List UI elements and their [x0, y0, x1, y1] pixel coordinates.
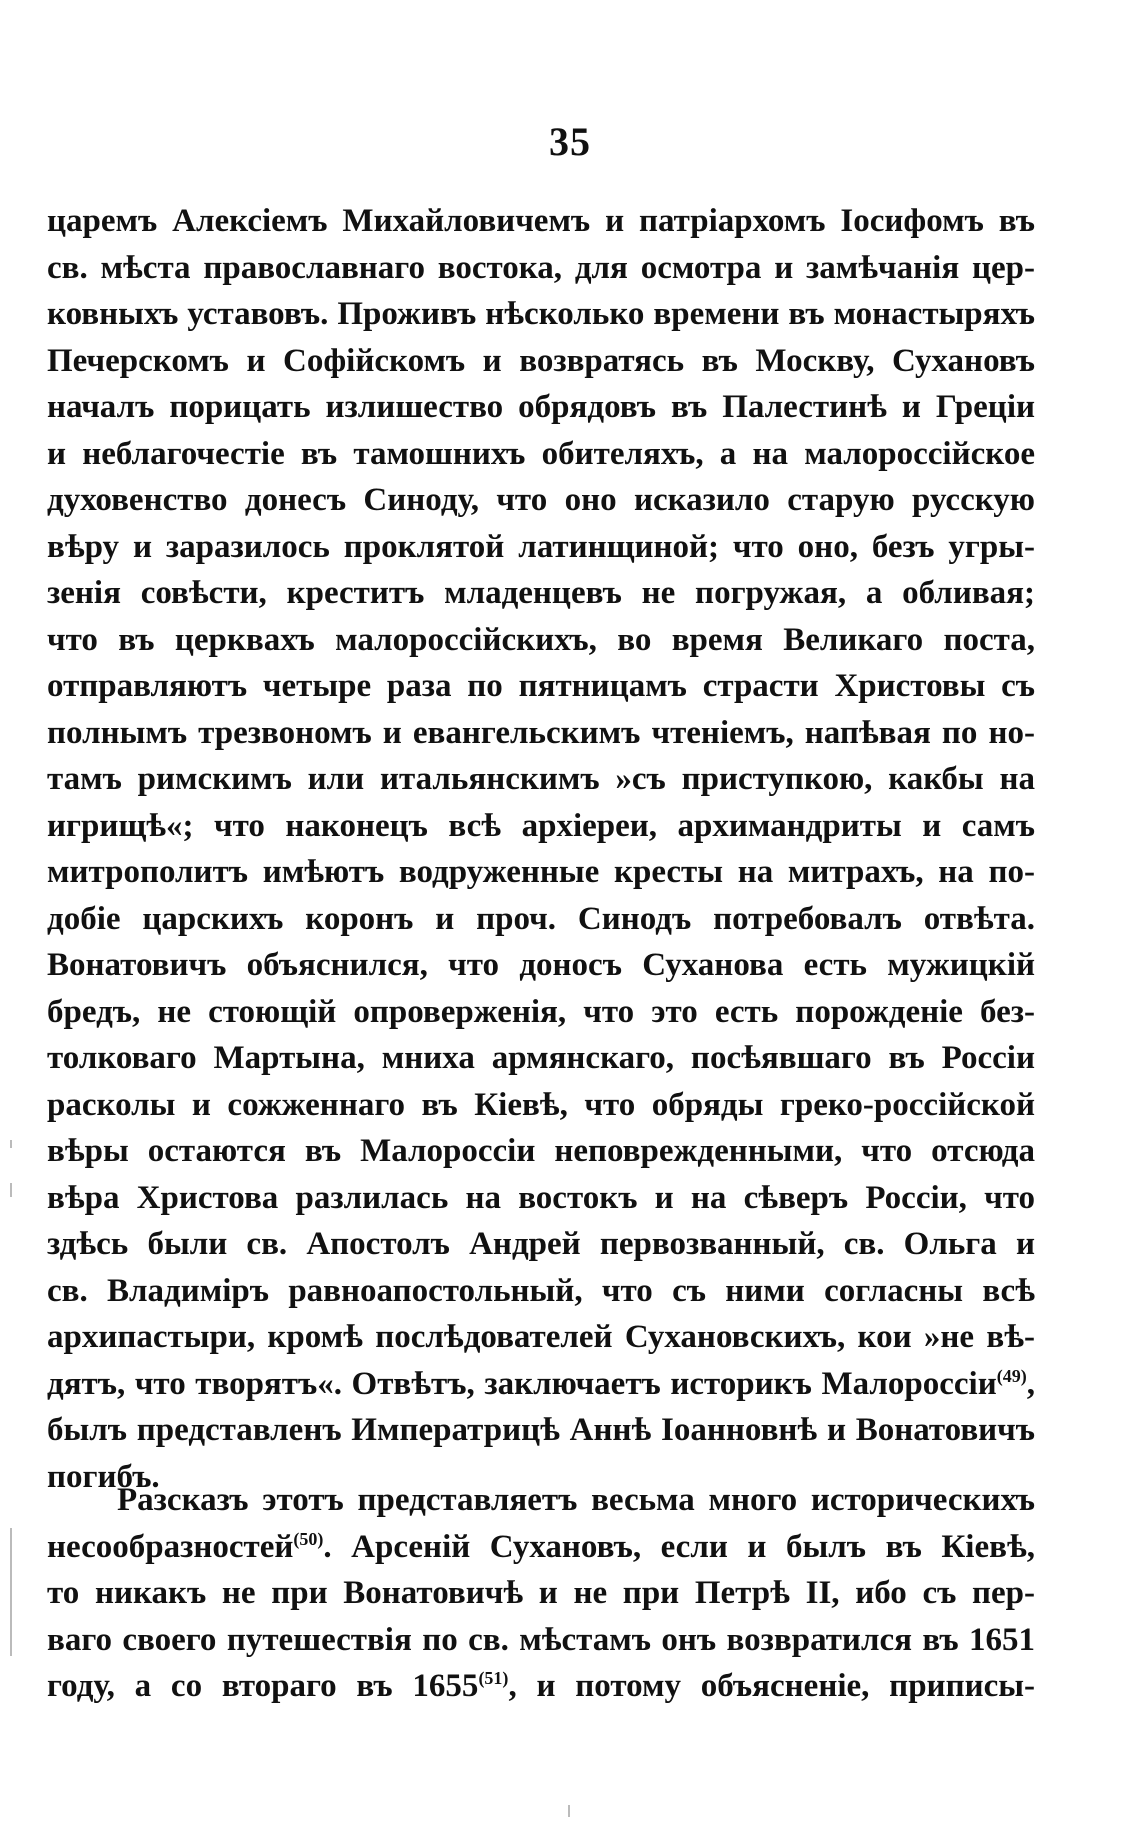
- page-number: 35: [549, 119, 591, 164]
- text-line: здѣсь были св. Апостолъ Андрей первозванный, св. Ольга и: [47, 1226, 1035, 1262]
- text-line: отправляютъ четыре раза по пятницамъ страсти Христовы съ: [47, 668, 1035, 704]
- text-line: зенія совѣсти, креститъ младенцевъ не погружая, а обливая;: [47, 575, 1035, 611]
- text-line: расколы и сожженнаго въ Кіевѣ, что обряды греко-россійской: [47, 1086, 1035, 1123]
- text-line-with-footnote: [47, 1361, 1035, 1408]
- text-line: то никакъ не при Вонатовичѣ и не при Петрѣ II, ибо съ пер-: [47, 1575, 1035, 1611]
- text-segment: дятъ, что творятъ«. Отвѣтъ, заключаетъ историкъ Малороссіи: [47, 1365, 997, 1402]
- text-segment: несообразностей: [47, 1528, 294, 1565]
- text-line: архипастыри, кромѣ послѣдователей Сухановскихъ, кои »не вѣ-: [47, 1319, 1035, 1355]
- text-line: вѣру и заразилось проклятой латинщиной; что оно, безъ угры-: [47, 528, 1035, 565]
- text-segment: . Арсеній Сухановъ, если и былъ въ Кіевѣ,: [323, 1528, 1035, 1565]
- text-line: былъ представленъ Императрицѣ Аннѣ Іоанновнѣ и Вонатовичъ: [47, 1412, 1035, 1448]
- scan-speck: [10, 1140, 12, 1148]
- text-line: полнымъ трезвономъ и евангельскимъ чтеніемъ, напѣвая по но-: [47, 714, 1035, 751]
- text-line: бредъ, не стоющій опроверженія, что это есть порожденіе без-: [47, 993, 1035, 1030]
- scan-speck: [568, 1805, 570, 1817]
- text-line: митрополитъ имѣютъ водруженные кресты на митрахъ, на по-: [47, 854, 1035, 890]
- text-line: игрищѣ«; что наконецъ всѣ архіереи, архимандриты и самъ: [47, 807, 1035, 844]
- text-line: погибъ.: [47, 1458, 160, 1495]
- text-line: св. Владиміръ равноапостольный, что съ ними согласны всѣ: [47, 1272, 1035, 1309]
- scan-speck: [10, 1183, 12, 1197]
- text-line: и неблагочестіе въ тамошнихъ обителяхъ, а на малороссійское: [47, 435, 1035, 472]
- text-line: тамъ римскимъ или итальянскимъ »съ приступкою, какбы на: [47, 761, 1035, 797]
- text-line: ковныхъ уставовъ. Проживъ нѣсколько времени въ монастыряхъ: [47, 296, 1035, 332]
- text-line: Вонатовичъ объяснился, что доносъ Суханова есть мужицкій: [47, 947, 1035, 983]
- text-line: вѣра Христова разлилась на востокъ и на сѣверъ Россіи, что: [47, 1179, 1035, 1216]
- scan-margin-line: [10, 1528, 12, 1656]
- text-line: Печерскомъ и Софійскомъ и возвратясь въ Москву, Сухановъ: [47, 342, 1035, 379]
- footnote-ref-51: (51): [478, 1668, 509, 1688]
- paragraph-1: [47, 198, 1035, 1500]
- text-line: духовенство донесъ Синоду, что оно исказило старую русскую: [47, 482, 1035, 518]
- text-segment: году, а со втораго въ 1655: [47, 1668, 479, 1704]
- paragraph-2: [47, 1477, 1035, 1710]
- text-line: что въ церквахъ малороссійскихъ, во время Великаго поста,: [47, 621, 1035, 658]
- text-line: вѣры остаются въ Малороссіи неповрежденными, что отсюда: [47, 1133, 1035, 1169]
- text-line: началъ порицать излишество обрядовъ въ Палестинѣ и Греціи: [47, 389, 1035, 425]
- text-line: св. мѣста православнаго востока, для осмотра и замѣчанія цер-: [47, 249, 1035, 286]
- footnote-ref-50: (50): [293, 1528, 324, 1549]
- text-line: царемъ Алексіемъ Михайловичемъ и патріархомъ Іосифомъ въ: [47, 203, 1035, 239]
- text-line-with-footnote: [47, 1663, 1035, 1710]
- footnote-ref-49: (49): [996, 1365, 1027, 1386]
- text-line: добіе царскихъ коронъ и проч. Синодъ потребовалъ отвѣта.: [47, 900, 1035, 937]
- text-line-with-footnote: [47, 1524, 1035, 1571]
- text-segment: ,: [1026, 1365, 1035, 1402]
- text-line: ваго своего путешествія по св. мѣстамъ онъ возвратился въ 1651: [47, 1621, 1035, 1658]
- text-line: Разсказъ этотъ представляетъ весьма много историческихъ: [117, 1482, 1035, 1518]
- text-line: толковаго Мартына, мниха армянскаго, посѣявшаго въ Россіи: [47, 1040, 1035, 1076]
- text-segment: , и потому объясненіе, приписы-: [508, 1668, 1035, 1704]
